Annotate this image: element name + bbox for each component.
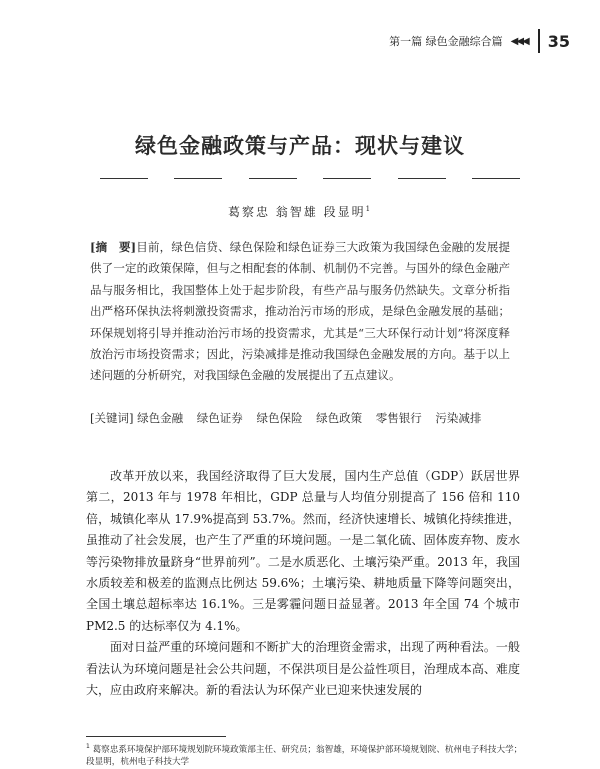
ornament-dash — [174, 178, 222, 179]
author-note-mark: 1 — [365, 205, 373, 213]
triple-arrow-icon: ◀◀◀ — [510, 35, 528, 47]
keyword: 绿色金融 — [137, 411, 184, 425]
keywords — [90, 408, 510, 429]
title-ornament — [100, 178, 520, 179]
header-divider — [538, 29, 540, 53]
keyword: 绿色证券 — [196, 411, 243, 425]
page-number: 35 — [547, 31, 570, 51]
footnote-divider — [86, 736, 226, 737]
keywords-label: [关键词] — [90, 411, 134, 425]
keyword: 绿色政策 — [316, 411, 363, 425]
author-names: 葛察忠 翁智雄 段显明 — [227, 205, 366, 219]
ornament-dash — [472, 178, 520, 179]
ornament-dash — [323, 178, 371, 179]
footnote-text: 葛察忠系环境保护部环境规划院环境政策部主任、研究员；翁智雄，环境保护部环境规划院、杭州电子科技大学；段显明，杭州电子科技大学 — [86, 744, 523, 768]
abstract-label: [摘 要] — [90, 240, 137, 254]
body-paragraph: 面对日益严重的环境问题和不断扩大的治理资金需求，出现了两种看法。一般看法认为环境问题是社会公共问题，不保洪项目是公益性项目，治理成本高、难度大，应由政府来解决。新的看法认为环保产业已迎来快速发展的 — [86, 640, 520, 698]
keyword: 绿色保险 — [256, 411, 303, 425]
ornament-dash — [249, 178, 297, 179]
body-text — [86, 466, 520, 701]
body-paragraph: 改革开放以来，我国经济取得了巨大发展，国内生产总值（GDP）跃居世界第二，2013 年与 1978 年相比，GDP 总量与人均值分别提高了 156 倍和 110 倍，城镇化率从 17.9%提高到 53.7%。然而，经济快速增长、城镇化持续推进，虽推动了社会发展，也产生了严重的环境问题。一是二氧化硫、固体废弃物、废水等污染物排放量跻身“世界前列”。二是水质恶化、土壤污染严重。2013 年，我国水质较差和极差的监测点比例达 59.6%；土壤污染、耕地质量下降等问题突出，全国土壤总超标率达 16.1%。三是雾霾问题日益显著。2013 年全国 74 个城市 PM2.5 的达标率仅为 4.1%。 — [86, 469, 520, 633]
abstract-text: 目前，绿色信贷、绿色保险和绿色证券三大政策为我国绿色金融的发展提供了一定的政策保障，但与之相配套的体制、机制仍不完善。与国外的绿色金融产品与服务相比，我国整体上处于起步阶段，有些产品与服务仍然缺失。文章分析指出严格环保执法将刺激投资需求，推动治污市场的形成，是绿色金融发展的基础；环保规划将引导并推动治污市场的投资需求，尤其是“三大环保行动计划”将深度释放治污市场投资需求；因此，污染减排是推动我国绿色金融发展的方向。基于以上述问题的分析研究，对我国绿色金融的发展提出了五点建议。 — [90, 240, 510, 383]
abstract — [90, 237, 510, 387]
footnote-mark: 1 — [86, 743, 90, 750]
running-header — [360, 30, 570, 52]
ornament-dash — [100, 178, 148, 179]
keyword: 零售银行 — [375, 411, 422, 425]
footnote — [86, 741, 526, 769]
keyword: 污染减排 — [435, 411, 482, 425]
running-head-text: 第一篇 绿色金融综合篇 — [389, 35, 503, 48]
ornament-dash — [398, 178, 446, 179]
author-line — [0, 203, 600, 220]
article-title: 绿色金融政策与产品：现状与建议 — [135, 133, 465, 158]
